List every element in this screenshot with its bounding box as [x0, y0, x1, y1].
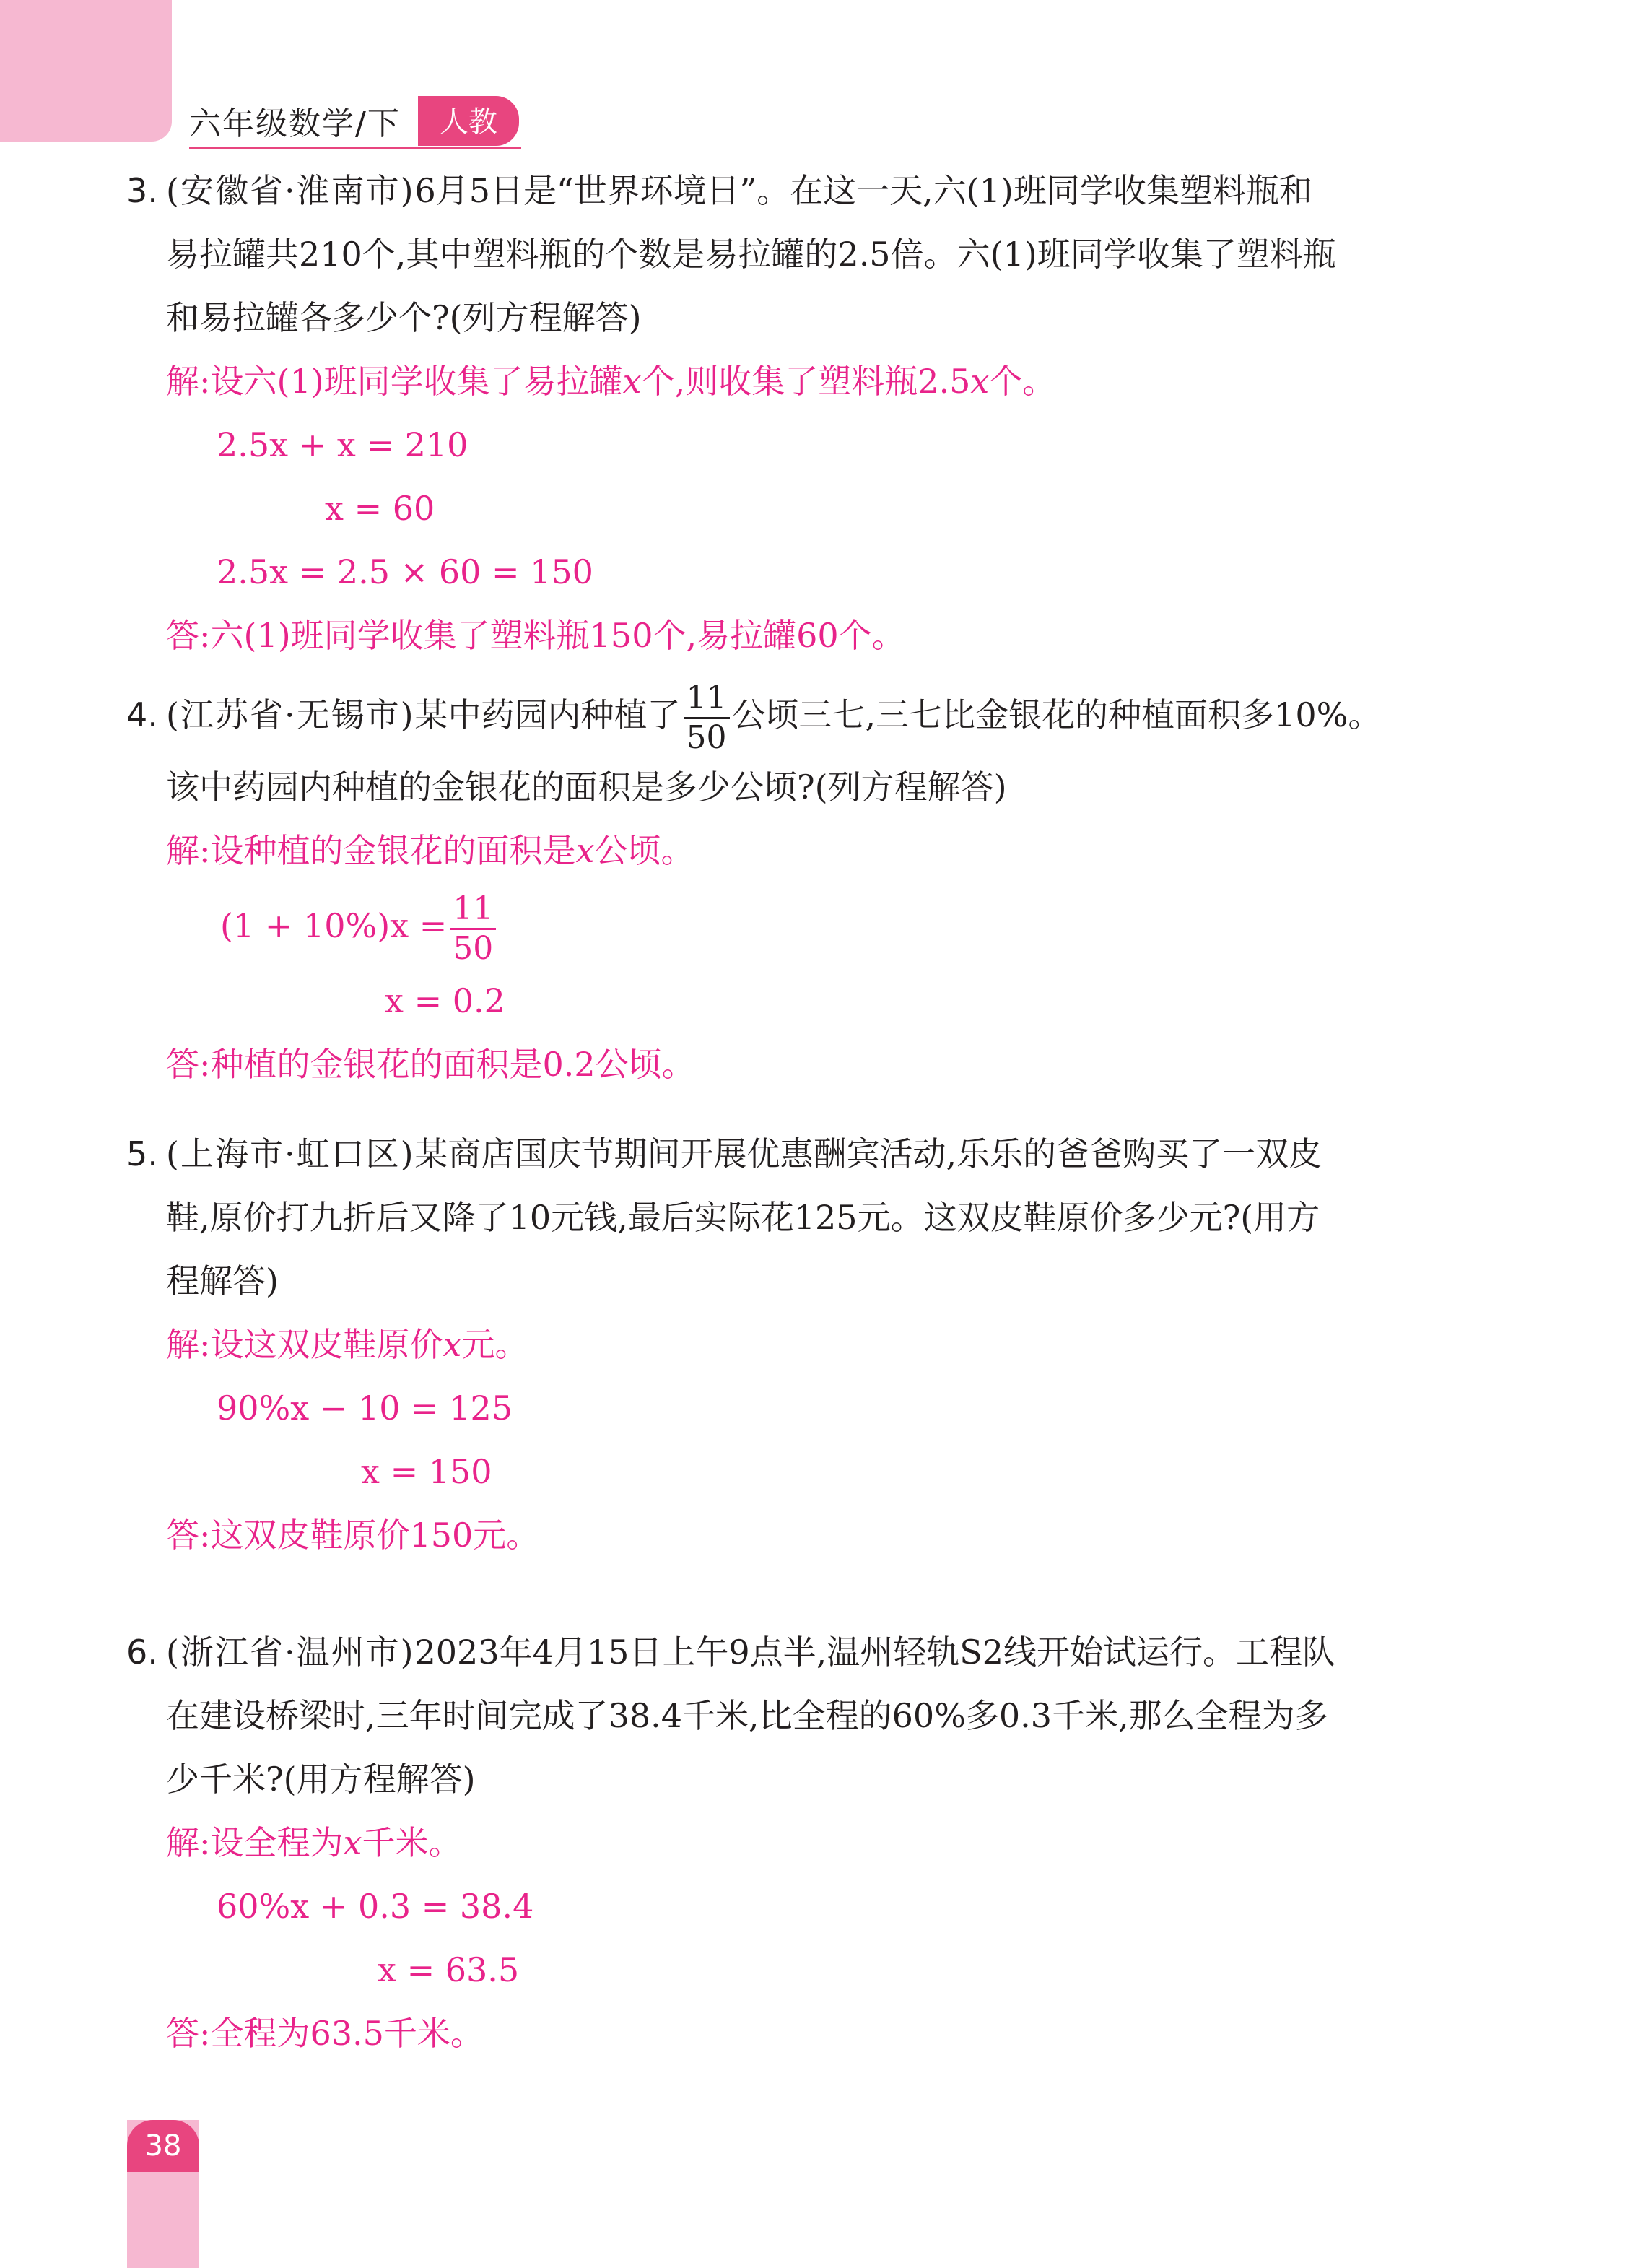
page-number: 38 — [127, 2120, 199, 2172]
answer-line: 答:六(1)班同学收集了塑料瓶150个,易拉罐60个。 — [166, 616, 905, 655]
solution-setup: 解:设全程为x千米。 — [166, 1823, 462, 1862]
header-badge: 人教 — [418, 96, 519, 146]
equation-1: 90%x − 10 = 125 — [217, 1389, 513, 1428]
problem-line: 5. (上海市·虹口区)某商店国庆节期间开展优惠酬宾活动,乐乐的爸爸购买了一双皮 — [126, 1122, 1512, 1186]
answer-line: 答:全程为63.5千米。 — [166, 2014, 484, 2053]
equation-3: 2.5x = 2.5 × 60 = 150 — [217, 552, 593, 591]
problem-number: 5. — [126, 1134, 158, 1173]
header-title: 六年级数学/下 — [189, 105, 401, 142]
corner-tab — [0, 0, 172, 142]
problem-6 — [126, 1620, 1512, 2065]
problem-line: 和易拉罐各多少个?(列方程解答) — [166, 298, 642, 337]
problem-4 — [126, 679, 1512, 1096]
problem-number: 3. — [126, 171, 158, 210]
page-header — [189, 95, 519, 146]
equation-1: 60%x + 0.3 = 38.4 — [217, 1887, 534, 1926]
header-divider — [189, 147, 521, 149]
equation-1: 2.5x + x = 210 — [217, 425, 468, 464]
fraction: $\frac{11}{50}$ — [450, 893, 496, 965]
equation-2: x = 0.2 — [385, 981, 505, 1020]
problem-5 — [126, 1122, 1512, 1567]
problem-line: 在建设桥梁时,三年时间完成了38.4千米,比全程的60%多0.3千米,那么全程为多 — [166, 1696, 1328, 1735]
problem-source: (江苏省·无锡市) — [166, 695, 415, 734]
problem-line — [126, 159, 1512, 222]
problem-line: 该中药园内种植的金银花的面积是多少公顷?(列方程解答) — [166, 768, 1007, 807]
solution-setup: 解:设六(1)班同学收集了易拉罐x个,则收集了塑料瓶2.5x个。 — [166, 362, 1056, 401]
problem-source: (安徽省·淮南市) — [166, 171, 415, 210]
equation-2: x = 150 — [361, 1452, 492, 1491]
solution-setup: 解:设这双皮鞋原价x元。 — [166, 1325, 528, 1364]
equation-2: x = 60 — [325, 489, 435, 528]
answer-line: 答:这双皮鞋原价150元。 — [166, 1516, 540, 1555]
problem-source: (上海市·虹口区) — [166, 1134, 415, 1173]
problem-number: 6. — [126, 1633, 158, 1672]
problem-line: 4. (江苏省·无锡市)某中药园内种植了 $\frac{11}{50}$ 公顷三七,三七比金银花的种植面积多10%。 — [126, 679, 1382, 756]
problem-text: 6月5日是“世界环境日”。在这一天,六(1)班同学收集塑料瓶和 — [414, 171, 1312, 210]
equation-2: x = 63.5 — [378, 1950, 520, 1989]
problem-3 — [126, 159, 1512, 667]
problem-line: 程解答) — [166, 1261, 279, 1300]
problem-line: 鞋,原价打九折后又降了10元钱,最后实际花125元。这双皮鞋原价多少元?(用方 — [166, 1198, 1320, 1237]
solution-setup: 解:设种植的金银花的面积是x公顷。 — [166, 831, 694, 870]
problem-line: 少千米?(用方程解答) — [166, 1760, 476, 1799]
problem-line: 易拉罐共210个,其中塑料瓶的个数是易拉罐的2.5倍。六(1)班同学收集了塑料瓶 — [166, 235, 1336, 274]
problem-line: 6. (浙江省·温州市)2023年4月15日上午9点半,温州轻轨S2线开始试运行。工程队 — [126, 1620, 1512, 1684]
fraction: $\frac{11}{50}$ — [684, 682, 730, 754]
problem-source: (浙江省·温州市) — [166, 1633, 415, 1672]
answer-line: 答:种植的金银花的面积是0.2公顷。 — [166, 1045, 695, 1084]
equation-1: (1 + 10%)x = $\frac{11}{50}$ — [126, 882, 1512, 969]
problem-number: 4. — [126, 695, 158, 734]
